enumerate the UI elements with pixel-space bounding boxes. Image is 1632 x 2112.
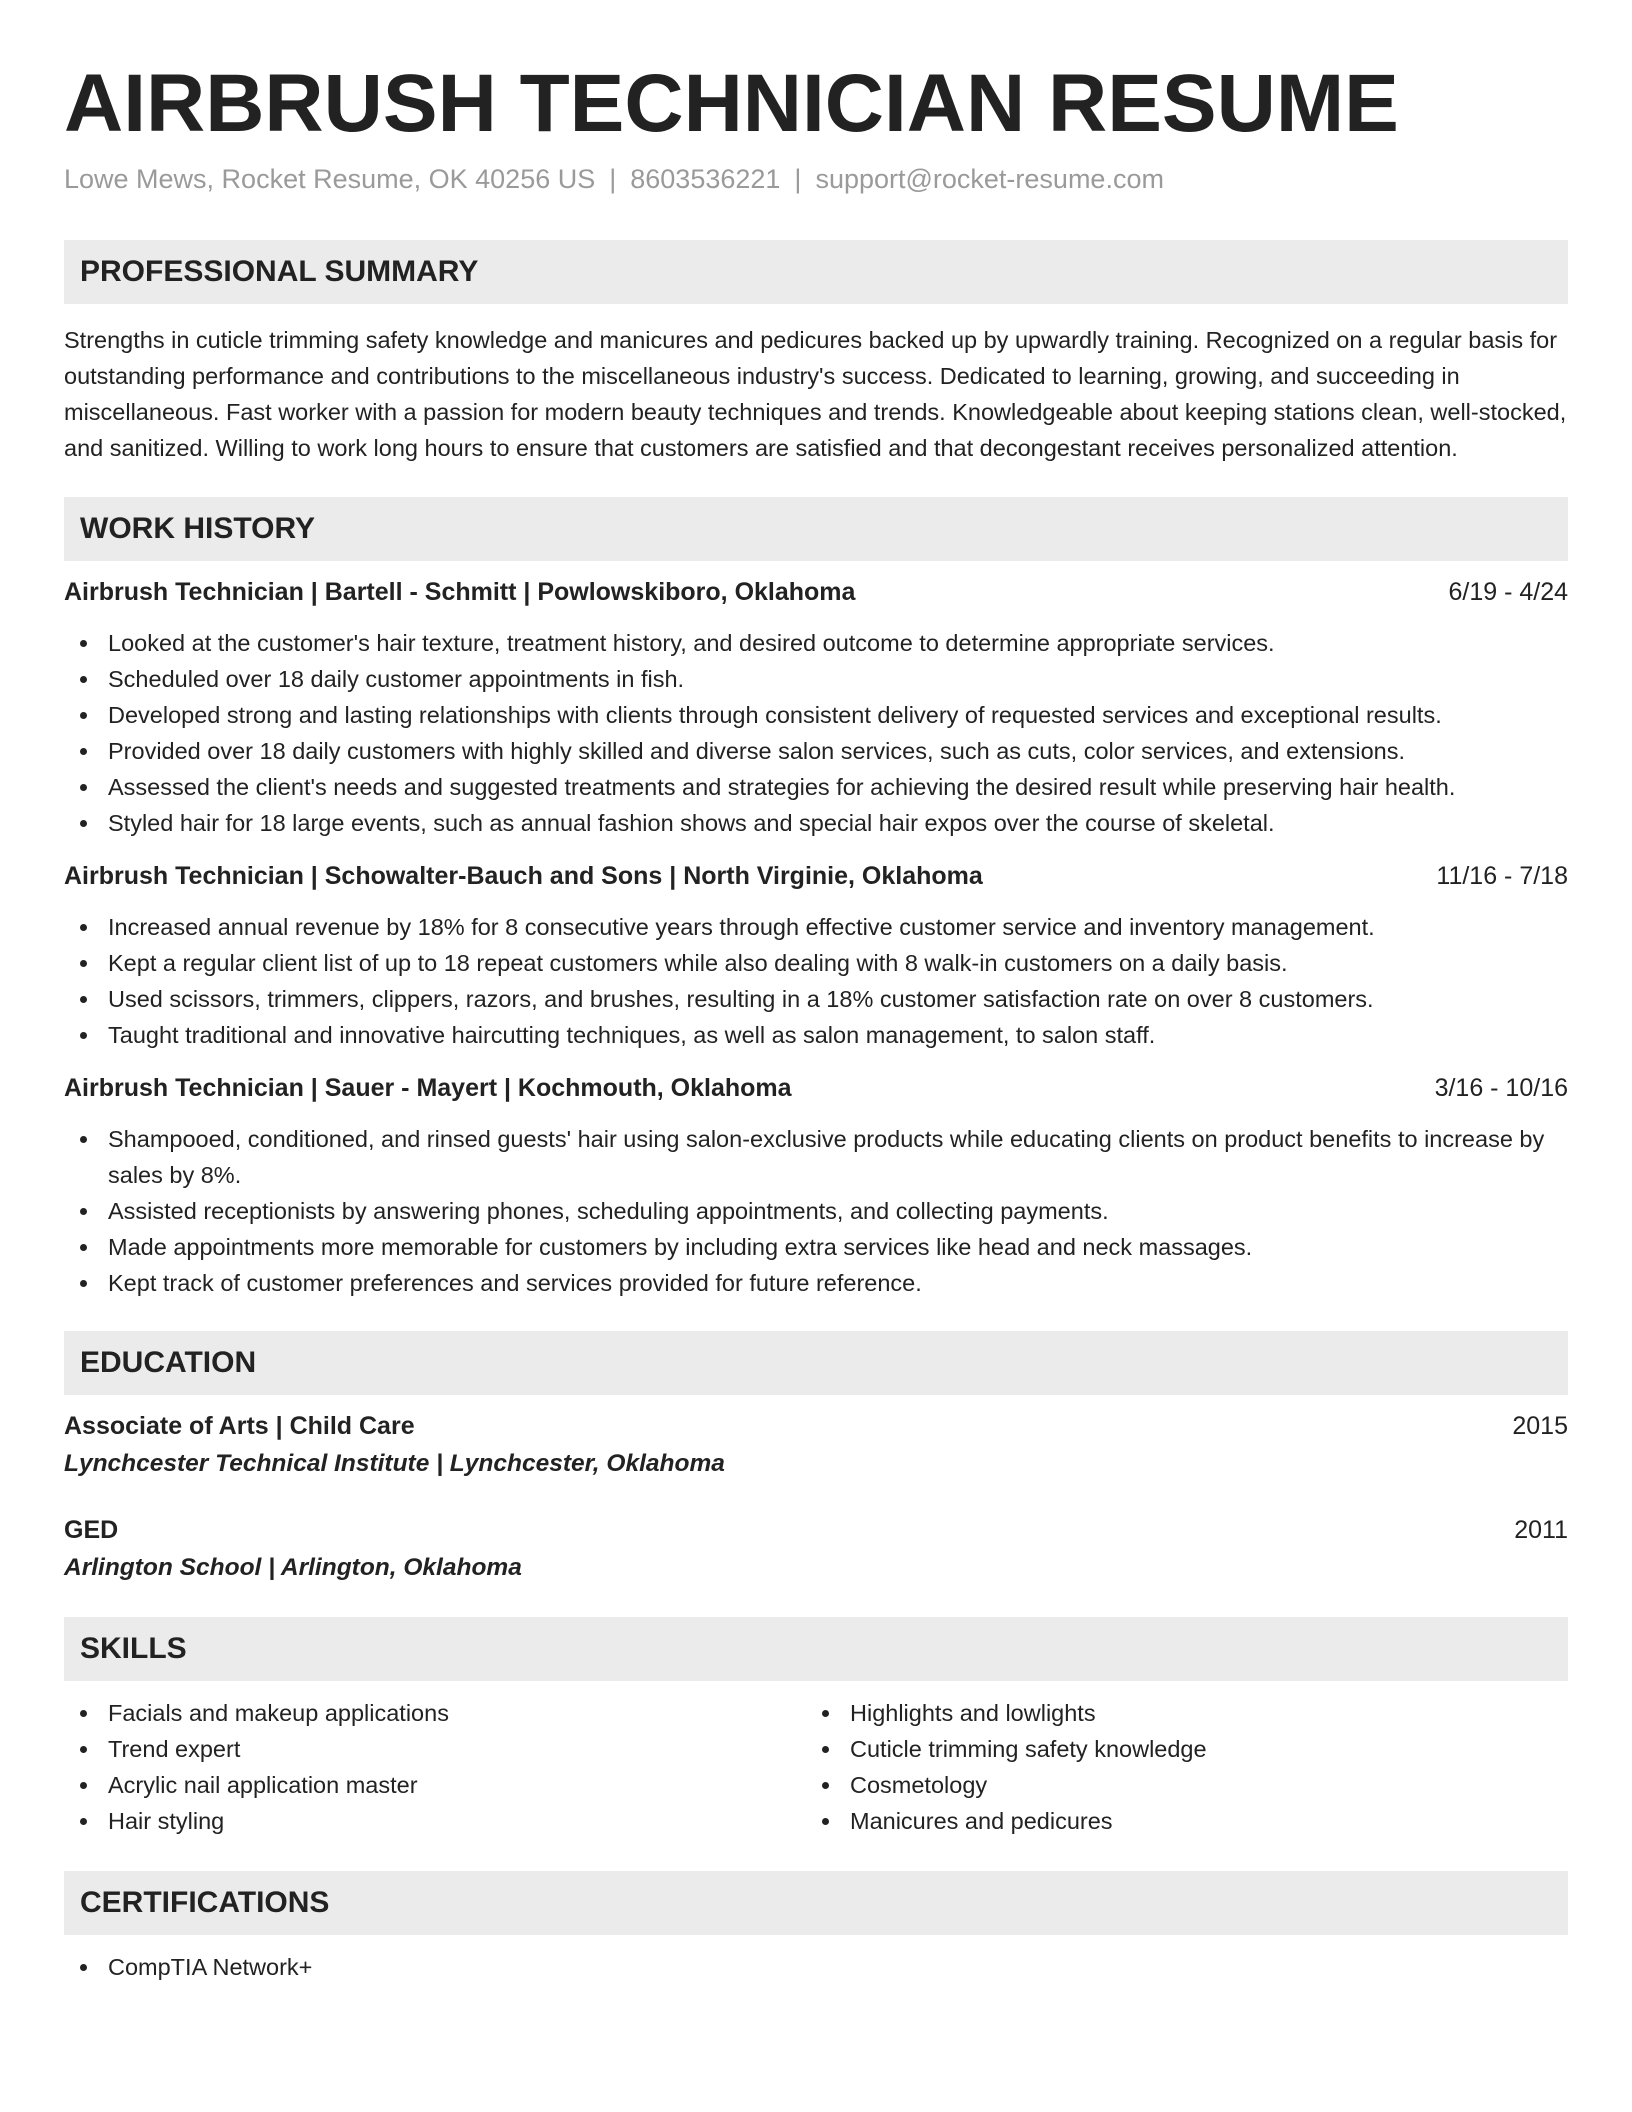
certifications-list	[64, 1949, 1568, 1985]
job-bullet: Scheduled over 18 daily customer appointments in fish.	[64, 661, 1568, 697]
contact-email: support@rocket-resume.com	[815, 164, 1164, 194]
education-degree: Associate of Arts | Child Care	[64, 1412, 415, 1440]
section-heading-summary: PROFESSIONAL SUMMARY	[64, 240, 1568, 304]
job-bullet: Made appointments more memorable for customers by including extra services like head and neck massages.	[64, 1229, 1568, 1265]
skill-item: Manicures and pedicures	[806, 1803, 1548, 1839]
job-bullet: Increased annual revenue by 18% for 8 consecutive years through effective customer service and inventory management.	[64, 909, 1568, 945]
job-bullet: Provided over 18 daily customers with highly skilled and diverse salon services, such as cuts, color services, and extensions.	[64, 733, 1568, 769]
section-heading-work-history: WORK HISTORY	[64, 497, 1568, 561]
job-entry	[64, 575, 1568, 841]
job-title: Airbrush Technician | Bartell - Schmitt | Powlowskiboro, Oklahoma	[64, 578, 856, 606]
skill-item: Facials and makeup applications	[64, 1695, 806, 1731]
skill-item: Trend expert	[64, 1731, 806, 1767]
job-bullet: Kept a regular client list of up to 18 repeat customers while also dealing with 8 walk-in customers on a daily basis.	[64, 945, 1568, 981]
education-header	[64, 1513, 1568, 1547]
skill-item: Cosmetology	[806, 1767, 1548, 1803]
job-bullet: Shampooed, conditioned, and rinsed guests' hair using salon-exclusive products while educating clients on product benefits to increase by sales by 8%.	[64, 1121, 1568, 1193]
job-entry	[64, 859, 1568, 1053]
skill-item: Hair styling	[64, 1803, 806, 1839]
contact-phone: 8603536221	[630, 164, 781, 194]
skill-item: Cuticle trimming safety knowledge	[806, 1731, 1548, 1767]
skill-item: Highlights and lowlights	[806, 1695, 1548, 1731]
section-heading-skills: SKILLS	[64, 1617, 1568, 1681]
resume-page	[64, 0, 1568, 1985]
education-year: 2015	[1512, 1412, 1568, 1440]
job-dates: 3/16 - 10/16	[1434, 1074, 1568, 1102]
education-year: 2011	[1514, 1516, 1568, 1544]
job-bullet: Looked at the customer's hair texture, treatment history, and desired outcome to determine appropriate services.	[64, 625, 1568, 661]
job-dates: 6/19 - 4/24	[1448, 578, 1568, 606]
certification-item: CompTIA Network+	[64, 1949, 1568, 1985]
section-heading-certifications: CERTIFICATIONS	[64, 1871, 1568, 1935]
resume-title: AIRBRUSH TECHNICIAN RESUME	[64, 58, 1399, 149]
summary-text: Strengths in cuticle trimming safety knowledge and manicures and pedicures backed up by upwardly training. Recognized on a regular basis for outstanding performance and contributions to the miscellaneous industry's success. Dedicated to learning, growing, and succeeding in miscellaneous. Fast worker with a passion for modern beauty techniques and trends. Knowledgeable about keeping stations clean, well-stocked, and sanitized. Willing to work long hours to ensure that customers are satisfied and that decongestant receives personalized attention.	[64, 327, 1567, 461]
job-header	[64, 575, 1568, 609]
job-bullet-list	[64, 909, 1568, 1053]
job-entry	[64, 1071, 1568, 1301]
education-entry	[64, 1409, 1568, 1481]
job-bullet: Developed strong and lasting relationships with clients through consistent delivery of requested services and exceptional results.	[64, 697, 1568, 733]
job-bullet: Assessed the client's needs and suggested treatments and strategies for achieving the desired result while preserving hair health.	[64, 769, 1568, 805]
job-header	[64, 1071, 1568, 1105]
job-title: Airbrush Technician | Schowalter-Bauch and Sons | North Virginie, Oklahoma	[64, 862, 983, 890]
education-entry	[64, 1513, 1568, 1585]
section-heading-education: EDUCATION	[64, 1331, 1568, 1395]
skill-item: Acrylic nail application master	[64, 1767, 806, 1803]
job-bullet: Kept track of customer preferences and services provided for future reference.	[64, 1265, 1568, 1301]
education-header	[64, 1409, 1568, 1443]
job-bullet-list	[64, 1121, 1568, 1301]
skills-column-left	[64, 1695, 806, 1839]
education-school: Arlington School | Arlington, Oklahoma	[64, 1554, 522, 1581]
job-bullet-list	[64, 625, 1568, 841]
job-bullet: Used scissors, trimmers, clippers, razors, and brushes, resulting in a 18% customer satisfaction rate on over 8 customers.	[64, 981, 1568, 1017]
education-degree: GED	[64, 1516, 119, 1544]
job-bullet: Taught traditional and innovative haircutting techniques, as well as salon management, to salon staff.	[64, 1017, 1568, 1053]
skills-grid	[64, 1695, 1568, 1839]
contact-separator: |	[794, 164, 802, 194]
job-bullet: Styled hair for 18 large events, such as annual fashion shows and special hair expos over the course of skeletal.	[64, 805, 1568, 841]
contact-separator: |	[609, 164, 617, 194]
education-school: Lynchcester Technical Institute | Lynchcester, Oklahoma	[64, 1450, 725, 1477]
job-bullet: Assisted receptionists by answering phones, scheduling appointments, and collecting payments.	[64, 1193, 1568, 1229]
skills-column-right	[806, 1695, 1548, 1839]
job-dates: 11/16 - 7/18	[1436, 862, 1568, 890]
job-title: Airbrush Technician | Sauer - Mayert | Kochmouth, Oklahoma	[64, 1074, 792, 1102]
contact-address: Lowe Mews, Rocket Resume, OK 40256 US	[64, 164, 596, 194]
contact-line	[64, 162, 1568, 196]
job-header	[64, 859, 1568, 893]
